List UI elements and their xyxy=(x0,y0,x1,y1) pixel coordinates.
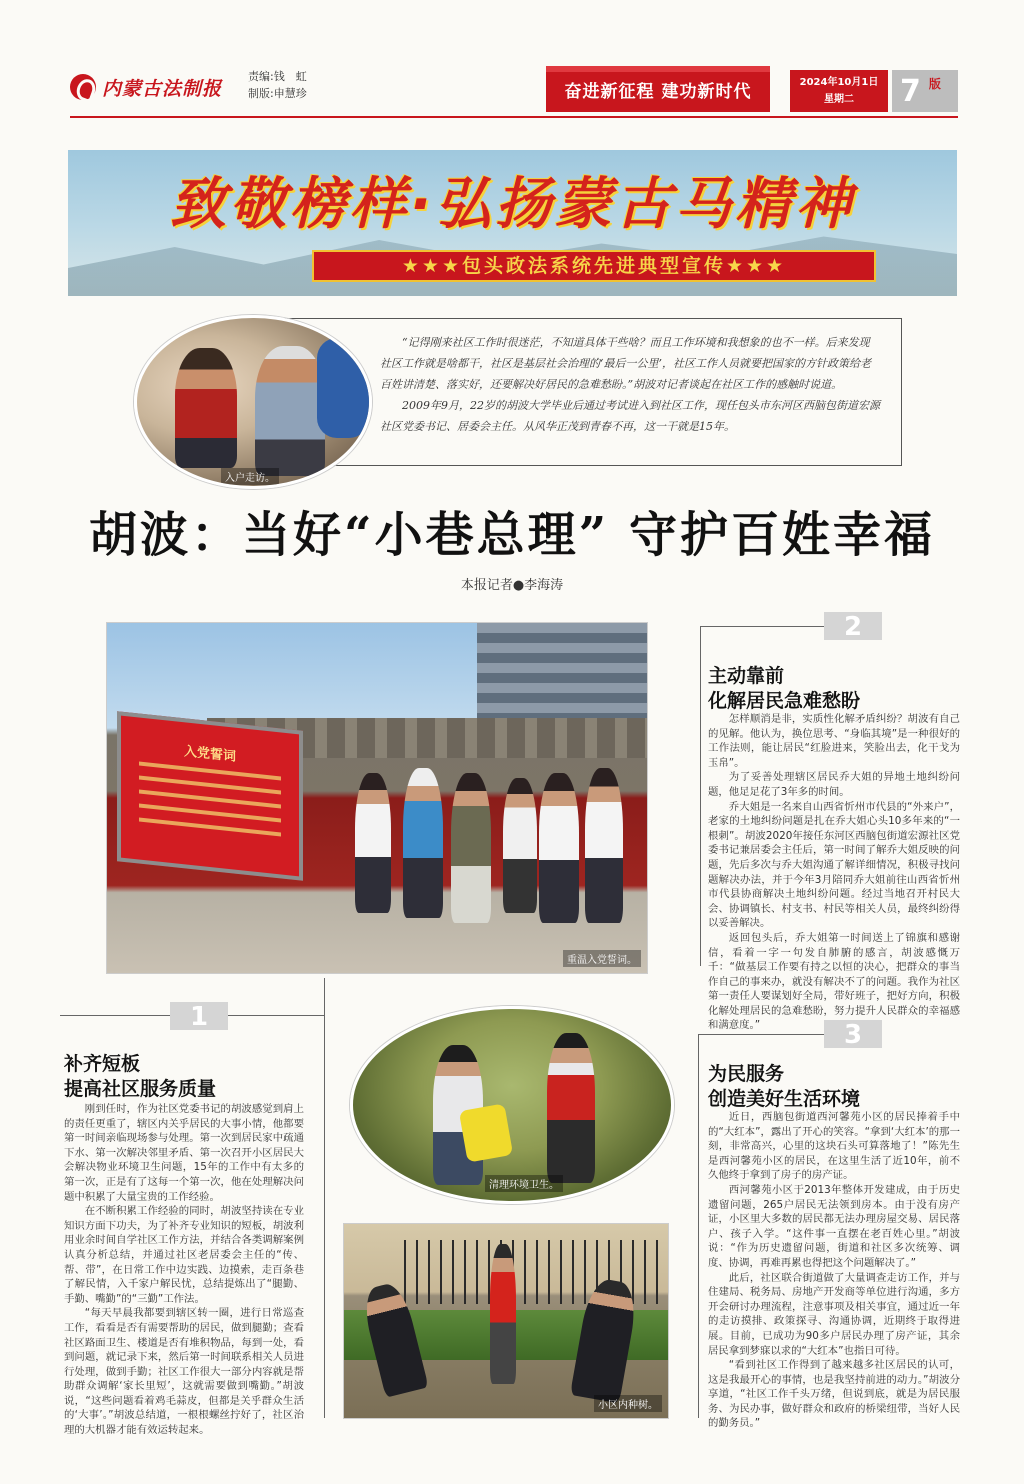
date-box xyxy=(790,70,888,112)
photo-building xyxy=(477,623,648,718)
intro-paragraph: “记得刚来社区工作时很迷茫，不知道具体干些啥？而且工作环境和我想象的也不一样。后来发现社区工作就是啥都干，社区是基层社会治理的‘最后一公里’，社区工作人员就要把国家的方针政策给老百姓讲清楚、落实好，还要解决好居民的急难愁盼。”胡波对记者谈起在社区工作的感触时说道。 xyxy=(380,336,871,391)
section-title-line: 提高社区服务质量 xyxy=(64,1078,217,1100)
photo-garbage-bag xyxy=(459,1103,513,1162)
photo-person xyxy=(490,1244,516,1384)
body-paragraph: “每天早晨我都要到辖区转一圈，进行日常巡查工作，看看是否有需要帮助的居民，做到腿勤；查看社区路面卫生、楼道是否有堆积物品，每到一处，看到问题，就记录下来，然后第一时间联系相关人员进行处理，做到手勤；社区工作很大一部分内容就是帮助群众调解‘家长里短’，这就需要做到嘴勤。”胡波说，“这些问题看着鸡毛蒜皮，但都是关乎群众生活的‘大事’。”胡波总结道，一根根螺丝拧好了，社区治理的大机器才能有效运转起来。 xyxy=(64,1307,304,1437)
section-rule xyxy=(60,1015,170,1016)
body-paragraph: 乔大姐是一名来自山西省忻州市代县的“外来户”，老家的土地纠纷问题是扎在乔大姐心头10多年来的“一根刺”。胡波2020年接任东河区西脑包街道宏源社区党委书记兼居委会主任后，第一时间了解乔大姐反映的问题，先后多次与乔大姐沟通了解详细情况，积极寻找问题解决办法，并于今年3月陪同乔大姐前往山西省忻州市代县协商解决土地纠纷问题。经过当地召开村民大会、协调镇长、村支书、村民等相关人员，最终纠纷得以妥善解决。 xyxy=(708,800,960,930)
newspaper-logo xyxy=(70,70,240,104)
photo-person xyxy=(547,1033,595,1183)
photo-person xyxy=(255,346,325,476)
issue-weekday: 星期二 xyxy=(824,94,854,105)
body-paragraph: 怎样顺消是非，实质性化解矛盾纠纷？胡波有自己的见解。他认为，换位思考、“身临其境”是一种很好的工作法则，能让居民“红脸进来，笑脸出去，化干戈为玉帛”。 xyxy=(708,713,960,769)
photo-caption: 重温入党誓词。 xyxy=(563,950,641,967)
section-number: 3 xyxy=(824,1020,882,1048)
producer-line: 制版:申慧珍 xyxy=(248,87,307,100)
section-title xyxy=(708,664,860,714)
section-title-line: 创造美好生活环境 xyxy=(708,1088,861,1110)
section-number: 1 xyxy=(170,1002,228,1030)
photo-person xyxy=(451,773,491,923)
body-paragraph: “看到社区工作得到了越来越多社区居民的认可，这是我最开心的事情，也是我坚持前进的动力。”胡波分享道，“社区工作千头万绪，但说到底，就是为居民服务、为民办事，做好群众和政府的桥梁纽带，当好人民的勤务员。” xyxy=(708,1359,960,1430)
section-title-line: 补齐短板 xyxy=(64,1053,141,1075)
article-headline: 胡波：当好“小巷总理” 守护百姓幸福 xyxy=(89,507,935,563)
intro-photo xyxy=(134,315,372,489)
photo-person xyxy=(403,768,443,918)
intro-paragraph: 2009年9月，22岁的胡波大学毕业后通过考试进入到社区工作，现任包头市东河区西脑包街道宏源社区党委书记、居委会主任。从风华正茂到青春不再，这一干就是15年。 xyxy=(380,399,880,433)
body-paragraph: 刚到任时，作为社区党委书记的胡波感觉到肩上的责任更重了，辖区内关乎居民的大事小情，他都要第一时间亲临现场参与处理。第一次到居民家中疏通下水、第一次解决邻里矛盾、第一次召开小区居民大会解决物业环境卫生问题，15年的工作中有太多的第一次，正是有了这每一个第一次，他在处理解决问题中积累了大量宝贵的工作经验。 xyxy=(64,1103,304,1203)
page-number: 7 xyxy=(900,73,921,109)
column-divider xyxy=(700,626,701,966)
main-photo xyxy=(106,622,648,974)
section-title-line: 主动靠前 xyxy=(708,665,785,687)
slogan-banner: 奋进新征程 建功新时代 xyxy=(546,66,770,112)
photo-sofa xyxy=(317,338,369,438)
body-paragraph: 返回包头后，乔大姐第一时间送上了锦旗和感谢信，看着一字一句发自肺腑的感言，胡波感慨万千：“做基层工作要有持之以恒的决心，把群众的事当作自己的事来办，就没有解决不了的问题。我作为社区第一责任人要谋划好全局，带好班子，把好方向，积极化解处理居民的急难愁盼，努力提升人民群众的幸福感和满意度。” xyxy=(708,931,960,1032)
page-label: 版 xyxy=(928,76,941,91)
column-divider xyxy=(324,978,325,1418)
feature-banner xyxy=(68,150,957,296)
logo-text: 内蒙古法制报 xyxy=(102,77,223,100)
section-rule xyxy=(228,1015,324,1016)
section-rule xyxy=(698,1034,824,1035)
body-paragraph: 为了妥善处理辖区居民乔大姐的异地土地纠纷问题，他足足花了3年多的时间。 xyxy=(708,771,960,798)
section-number: 2 xyxy=(824,612,882,640)
body-paragraph: 近日，西脑包街道西河馨苑小区的居民捧着手中的“大红本”，露出了开心的笑容。“拿到‘大红本’的那一刻，非常高兴，心里的这块石头可算落地了！”陈先生是西河馨苑小区的居民，在这里生活了近10年，前不久他终于拿到了房子的房产证。 xyxy=(708,1111,960,1182)
body-paragraph: 在不断积累工作经验的同时，胡波坚持读在专业知识方面下功夫，为了补齐专业知识的短板，胡波利用业余时间自学社区工作方法，并结合各类调解案例认真分析总结，并通过社区老居委会主任的“传、帮、带”，在日常工作中边实践、边摸索，走百条巷了解民情，入千家户解民忧，总结提炼出了“腿勤、手勤、嘴勤”的“三勤”工作法。 xyxy=(64,1205,304,1305)
body-paragraph: 西河馨苑小区于2013年整体开发建成，由于历史遗留问题，265户居民无法领到房本。由于没有房产证，小区里大多数的居民都无法办理房屋交易、居民落户、孩子入学。“这件事一直摆在老百姓心里。”胡波说：“作为历史遗留问题，街道和社区多次统筹、调度、协调，再难再累也得把这个问题解决了。” xyxy=(708,1183,960,1269)
photo-person xyxy=(503,778,537,913)
column-divider xyxy=(698,1034,699,1418)
oath-board-title: 入党誓词 xyxy=(183,744,236,765)
photo-caption: 入户走访。 xyxy=(221,468,279,485)
editor-line: 责编:钱 虹 xyxy=(248,70,307,83)
section-title-line: 化解居民急难愁盼 xyxy=(708,690,861,712)
masthead-rule xyxy=(70,116,958,118)
section-body xyxy=(64,1102,304,1438)
photo-person xyxy=(355,773,391,913)
section-body xyxy=(708,712,960,1033)
article-byline: 本报记者●李海涛 xyxy=(460,578,564,593)
tree-planting-photo xyxy=(343,1223,669,1419)
section-body xyxy=(708,1110,960,1431)
board-text-line xyxy=(139,818,281,837)
section-title xyxy=(64,1052,216,1102)
photo-person xyxy=(175,348,237,468)
section-title-line: 为民服务 xyxy=(708,1063,785,1085)
oath-board xyxy=(117,711,303,881)
section-rule xyxy=(700,626,824,627)
body-paragraph: 此后，社区联合街道做了大量调查走访工作，并与住建局、税务局、房地产开发商等单位进行沟通，多方开会研讨办理流程，注意事项及相关事宜，通过近一年的走访摸排、政策探寻、沟通协调，近期终于取得进展。目前，已成功为90多户居民办理了房产证，其余居民拿到梦寐以求的“大红本”也指日可待。 xyxy=(708,1271,960,1357)
banner-subtitle: ★★★包头政法系统先进典型宣传★★★ xyxy=(312,250,876,282)
page-number-box xyxy=(892,70,958,112)
issue-date: 2024年10月1日 xyxy=(799,77,879,88)
photo-person xyxy=(585,768,623,923)
section-title xyxy=(708,1062,860,1112)
cleanup-photo xyxy=(350,1006,674,1204)
photo-caption: 小区内种树。 xyxy=(594,1395,662,1412)
photo-person xyxy=(539,773,579,923)
photo-caption: 清理环境卫生。 xyxy=(485,1175,563,1192)
editor-credits xyxy=(248,68,307,102)
intro-text xyxy=(380,332,880,437)
banner-title: 致敬榜样·弘扬蒙古马精神 xyxy=(169,172,856,237)
logo-mark-icon xyxy=(70,74,96,100)
